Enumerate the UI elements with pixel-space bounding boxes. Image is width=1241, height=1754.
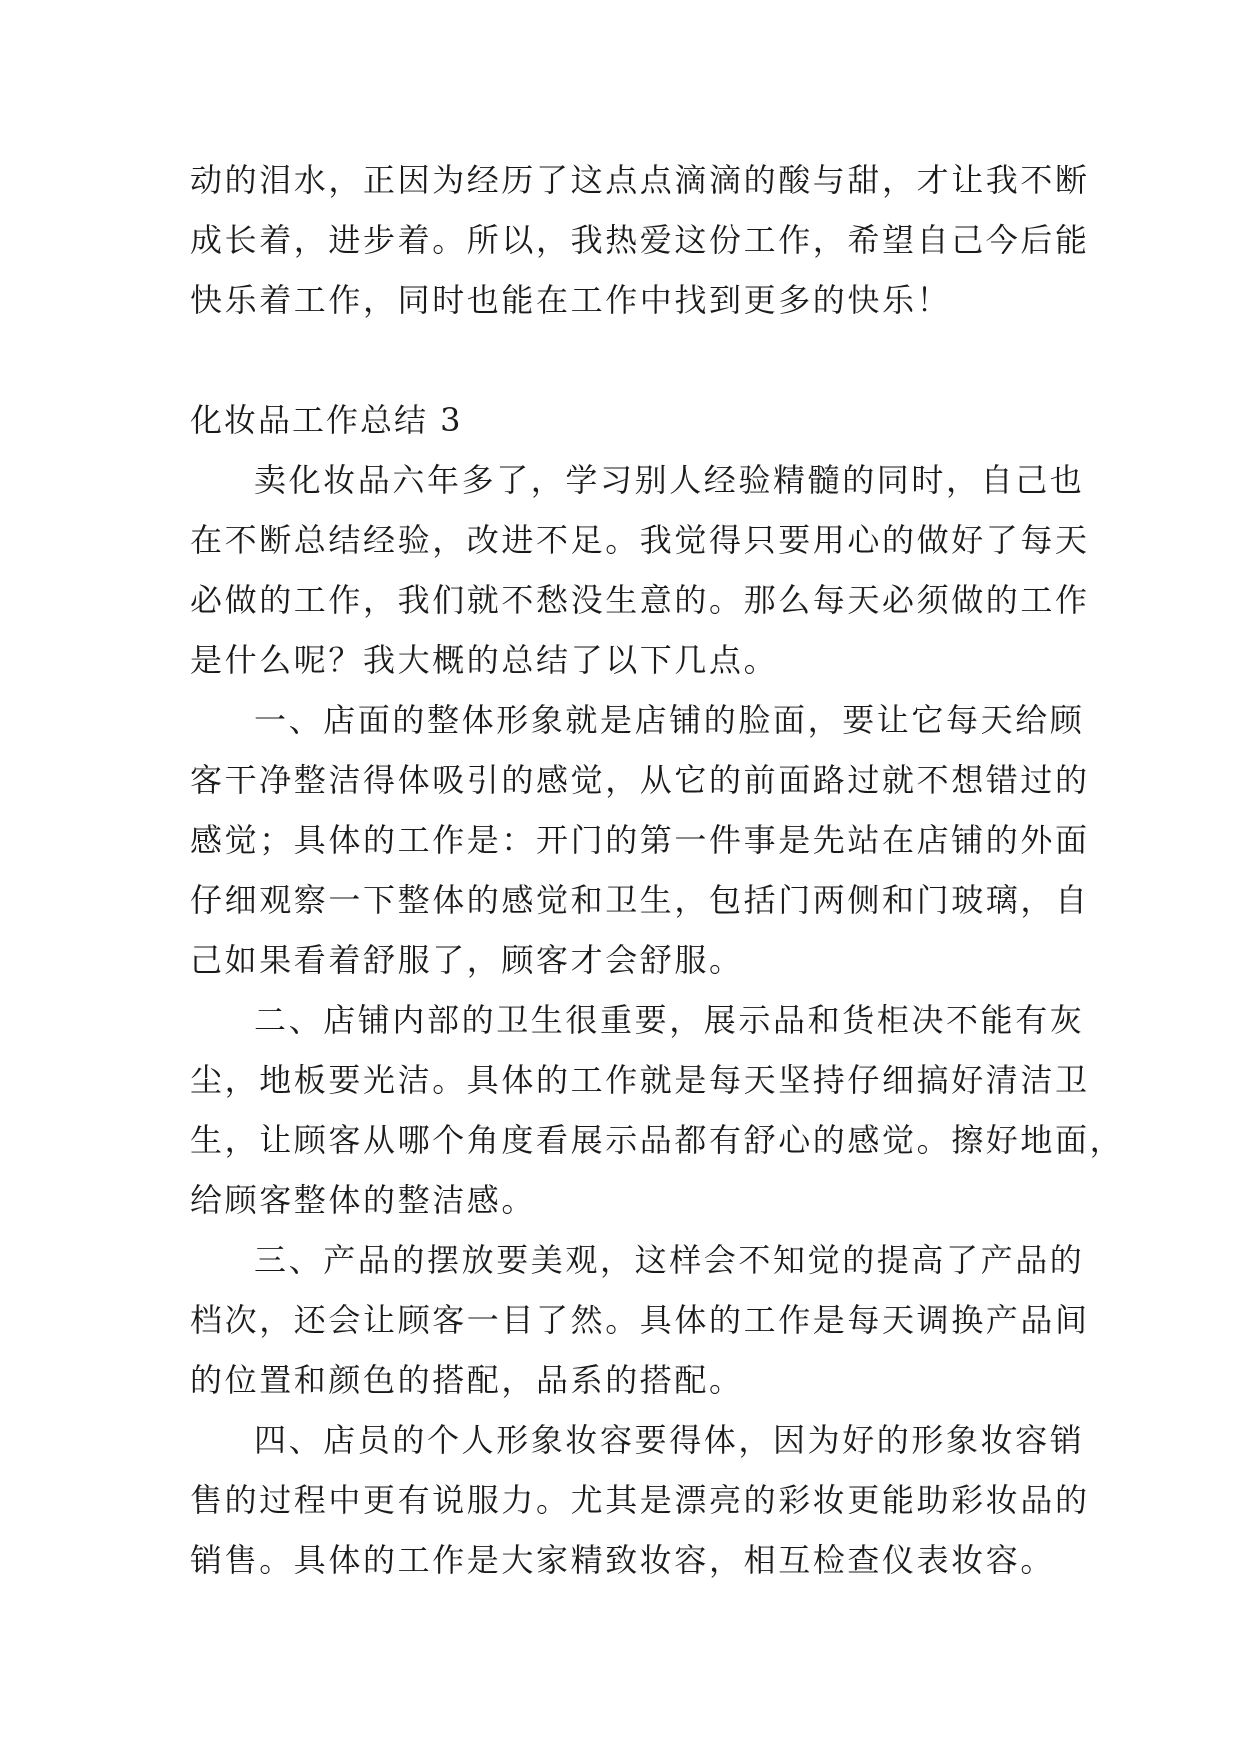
paragraph (190, 450, 1090, 690)
paragraph (190, 990, 1125, 1230)
text-line: 售的过程中更有说服力。尤其是漂亮的彩妆更能助彩妆品的 (190, 1481, 1090, 1519)
text-line: 必做的工作，我们就不愁没生意的。那么每天必须做的工作 (190, 581, 1090, 619)
text-line: 在不断总结经验，改进不足。我觉得只要用心的做好了每天 (190, 521, 1090, 559)
text-line: 的位置和颜色的搭配，品系的搭配。 (190, 1361, 744, 1399)
text-line: 动的泪水，正因为经历了这点点滴滴的酸与甜，才让我不断 (190, 161, 1090, 199)
document-body (190, 150, 1125, 1590)
text-line: 给顾客整体的整洁感。 (190, 1181, 537, 1219)
text-line: 三、产品的摆放要美观，这样会不知觉的提高了产品的 (254, 1241, 1085, 1279)
text-line: 成长着，进步着。所以，我热爱这份工作，希望自己今后能 (190, 221, 1090, 259)
text-line: 是什么呢？我大概的总结了以下几点。 (190, 641, 779, 679)
paragraph (190, 1410, 1090, 1590)
text-line: 快乐着工作，同时也能在工作中找到更多的快乐！ (190, 281, 952, 319)
text-line: 销售。具体的工作是大家精致妆容，相互检查仪表妆容。 (190, 1541, 1056, 1579)
text-line: 仔细观察一下整体的感觉和卫生，包括门两侧和门玻璃，自 (190, 881, 1090, 919)
text-line: 二、店铺内部的卫生很重要，展示品和货柜决不能有灰 (254, 1001, 1085, 1039)
text-line: 生，让顾客从哪个角度看展示品都有舒心的感觉。擦好地面， (190, 1121, 1125, 1159)
paragraph (190, 690, 1090, 990)
text-line: 感觉；具体的工作是：开门的第一件事是先站在店铺的外面 (190, 821, 1090, 859)
text-line: 四、店员的个人形象妆容要得体，因为好的形象妆容销 (254, 1421, 1085, 1459)
text-line: 尘，地板要光洁。具体的工作就是每天坚持仔细搞好清洁卫 (190, 1061, 1090, 1099)
text-line: 客干净整洁得体吸引的感觉，从它的前面路过就不想错过的 (190, 761, 1090, 799)
text-line: 一、店面的整体形象就是店铺的脸面，要让它每天给顾 (254, 701, 1085, 739)
paragraph-gap (190, 330, 1050, 390)
text-line: 卖化妆品六年多了，学习别人经验精髓的同时，自己也 (254, 461, 1085, 499)
paragraph (190, 1230, 1090, 1410)
text-line: 档次，还会让顾客一目了然。具体的工作是每天调换产品间 (190, 1301, 1090, 1339)
section-title: 化妆品工作总结 3 (190, 401, 463, 439)
text-line: 己如果看着舒服了，顾客才会舒服。 (190, 941, 744, 979)
